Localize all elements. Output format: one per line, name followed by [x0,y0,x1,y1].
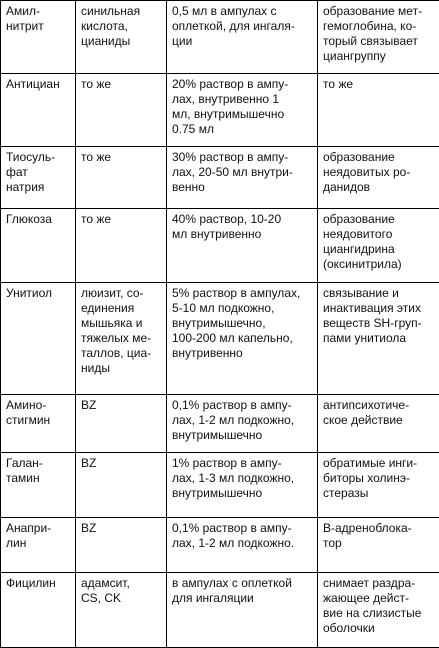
dose-cell: 5% раствор в ампулах, 5-10 мл подкожно, внутримышечно, 100-200 мл капельно, внутривенно [167,283,318,395]
drug-cell: Тиосуль- фат натрия [1,147,76,209]
drug-cell: Унитиол [1,283,76,395]
dose-cell: 20% раствор в ампу- лах, внутривенно 1 мл, внутримышечно 0.75 мл [167,74,318,147]
table-row [1,573,439,648]
drug-cell: Галан- тамин [1,453,76,518]
mechanism-cell: антипсихотиче- ское действие [318,395,439,453]
table-row [1,1,439,74]
drug-cell: Анапри- лин [1,518,76,573]
poison-cell: адамсит, CS, CK [76,573,167,648]
poison-cell: то же [76,209,167,283]
table-row [1,518,439,573]
drug-cell: Амино- стигмин [1,395,76,453]
mechanism-cell: образование неядовитых ро- данидов [318,147,439,209]
poison-cell: BZ [76,518,167,573]
dose-cell: 0,1% раствор в ампу- лах, 1-2 мл подкожно, внутримышечно [167,395,318,453]
dose-cell: 0,5 мл в ампулах с оплеткой, для ингаля- ции [167,1,318,74]
mechanism-cell: B-адреноблока- тор [318,518,439,573]
mechanism-cell: связывание и инактивация этих веществ SH-груп- пами унитиола [318,283,439,395]
table-row [1,283,439,395]
dose-cell: 0,1% раствор в ампу- лах, 1-2 мл подкожно. [167,518,318,573]
dose-cell: 30% раствор в ампу- лах, 20-50 мл внутри- венно [167,147,318,209]
drug-cell: Глюкоза [1,209,76,283]
poison-cell: BZ [76,453,167,518]
drug-cell: Фицилин [1,573,76,648]
dose-cell: 1% раствор в ампу- лах, 1-3 мл подкожно, внутримышечно [167,453,318,518]
poison-cell: люизит, со- единения мышьяка и тяжелых ме- таллов, циа- ниды [76,283,167,395]
table-row [1,74,439,147]
dose-cell: в ампулах с оплеткой для ингаляции [167,573,318,648]
table-row [1,395,439,453]
table-row [1,453,439,518]
dose-cell: 40% раствор, 10-20 мл внутривенно [167,209,318,283]
drug-cell: Амил- нитрит [1,1,76,74]
mechanism-cell: снимает раздра- жающее дейст- вие на слизистые оболочки [318,573,439,648]
poison-cell: синильная кислота, цианиды [76,1,167,74]
mechanism-cell: обратимые инги- биторы холинэ- стеразы [318,453,439,518]
poison-cell: то же [76,147,167,209]
poison-cell: BZ [76,395,167,453]
mechanism-cell: образование мет- гемоглобина, ко- торый связывает циангруппу [318,1,439,74]
drug-cell: Антициан [1,74,76,147]
poison-cell: то же [76,74,167,147]
mechanism-cell: то же [318,74,439,147]
table-row [1,209,439,283]
table-row [1,147,439,209]
mechanism-cell: образование неядовитого циангидрина (оксинитрила) [318,209,439,283]
